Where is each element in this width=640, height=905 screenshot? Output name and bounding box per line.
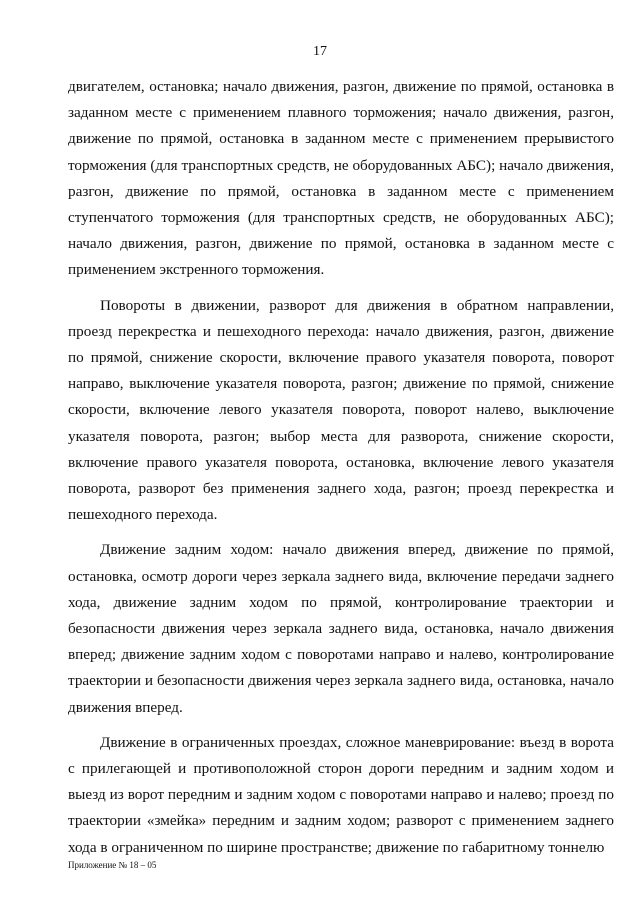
page-number: 17 <box>313 44 327 59</box>
paragraph-reverse: Движение задним ходом: начало движения вперед, движение по прямой, остановка, осмотр дороги через зеркала заднего вида, включение передачи заднего хода, движение задним ходом по прямой, контролирование траектории и безопасности движения через зеркала заднего вида, остановка, начало движения вперед; движение задним ходом с поворотами направо и налево, контролирование траектории и безопасности движения через зеркала заднего вида, остановка, начало движения вперед. <box>68 541 614 716</box>
document-body <box>68 74 614 861</box>
paragraph-maneuvering: Движение в ограниченных проездах, сложное маневрирование: въезд в ворота с прилегающей и противоположной сторон дороги передним и задним ходом и выезд из ворот передним и задним ходом с поворотами направо и налево; проезд по траектории «змейка» передним и задним ходом; разворот с применением заднего хода в ограниченном по ширине пространстве; движение по габаритному тоннелю <box>68 733 614 856</box>
paragraph-turns: Повороты в движении, разворот для движения в обратном направлении, проезд перекрестка и пешеходного перехода: начало движения, разгон, движение по прямой, снижение скорости, включение правого указателя поворота, поворот направо, выключение указателя поворота, разгон; движение по прямой, снижение скорости, включение левого указателя поворота, поворот налево, выключение указателя поворота, разгон; выбор места для разворота, снижение скорости, включение правого указателя поворота, остановка, включение левого указателя поворота, разворот без применения заднего хода, разгон; проезд перекрестка и пешеходного перехода. <box>68 296 614 524</box>
paragraph-continuation: двигателем, остановка; начало движения, разгон, движение по прямой, остановка в заданном месте с применением плавного торможения; начало движения, разгон, движение по прямой, остановка в заданном месте с применением прерывистого торможения (для транспортных средств, не оборудованных АБС); начало движения, разгон, движение по прямой, остановка в заданном месте с применением ступенчатого торможения (для транспортных средств, не оборудованных АБС); начало движения, разгон, движение по прямой, остановка в заданном месте с применением экстренного торможения. <box>68 78 614 279</box>
footer-annex-label: Приложение № 18 – 05 <box>68 860 157 870</box>
